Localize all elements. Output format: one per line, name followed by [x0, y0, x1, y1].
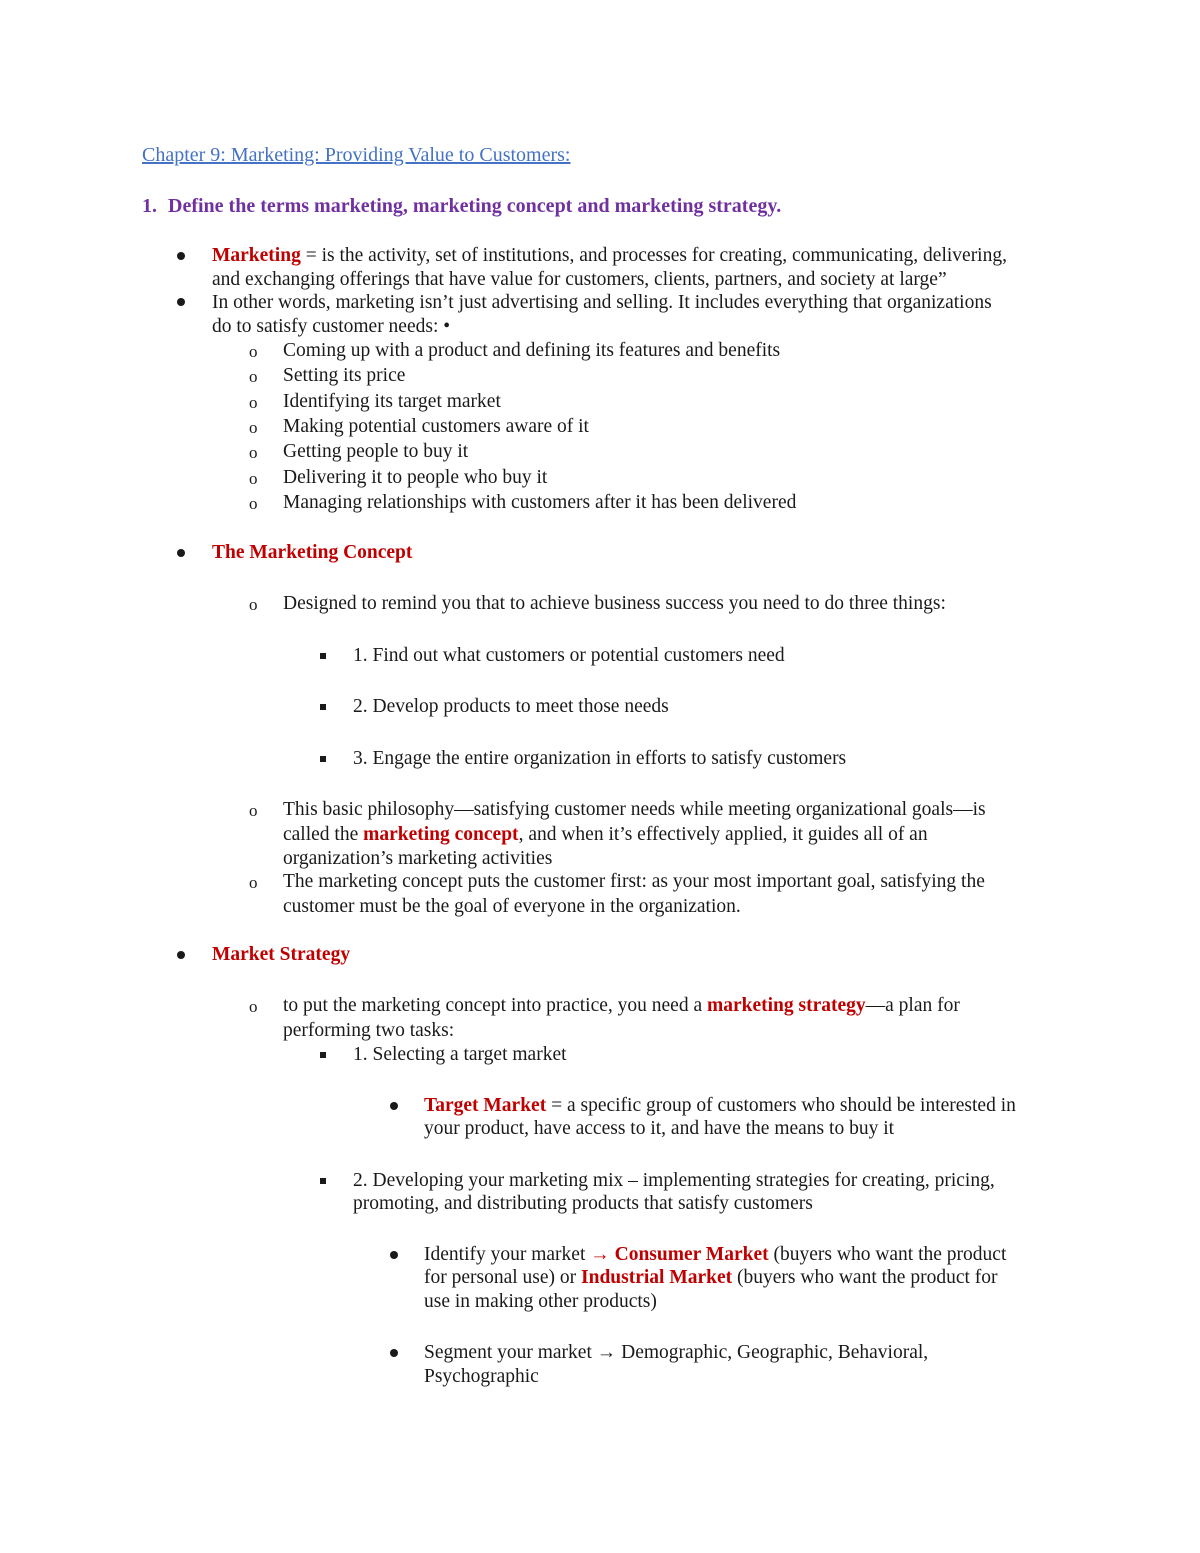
target-market-line1	[424, 1094, 1016, 1118]
bullet-circle: o	[249, 873, 258, 892]
strategy-intro-line2: performing two tasks:	[283, 1020, 455, 1041]
list-item: Managing relationships with customers after it has been delivered	[283, 492, 797, 513]
bullet-square	[320, 1052, 326, 1058]
identify-line2-pre: for personal use) or	[424, 1267, 582, 1288]
bullet-disc	[177, 951, 185, 959]
bullet-circle: o	[249, 418, 258, 437]
other-words-line2: do to satisfy customer needs: •	[212, 316, 451, 337]
designed-text: Designed to remind you that to achieve business success you need to do three things:	[283, 593, 946, 614]
question-number: 1.	[142, 195, 157, 217]
list-item: 2. Develop products to meet those needs	[353, 696, 669, 717]
bullet-circle: o	[249, 469, 258, 488]
arrow-icon: →	[596, 1342, 617, 1363]
identify-line2	[424, 1266, 998, 1290]
bullet-circle: o	[249, 595, 258, 614]
bullet-circle: o	[249, 393, 258, 412]
identify-line1	[424, 1243, 1006, 1267]
target-market-text: = a specific group of customers who should be interested in	[546, 1095, 1016, 1116]
term-marketing-strategy: marketing strategy	[706, 995, 866, 1016]
marketing-definition-text: = is the activity, set of institutions, and processes for creating, communicating, delivering,	[300, 245, 1007, 266]
customer-first-line1: The marketing concept puts the customer first: as your most important goal, satisfying the	[283, 871, 985, 892]
marketing-definition-line2: and exchanging offerings that have value for customers, clients, partners, and society at large”	[212, 269, 947, 290]
philosophy-post: , and when it’s effectively applied, it guides all of an	[518, 824, 928, 845]
bullet-disc	[390, 1102, 398, 1110]
philosophy-line3: organization’s marketing activities	[283, 848, 553, 869]
segment-post: Demographic, Geographic, Behavioral,	[616, 1342, 929, 1363]
list-item: 3. Engage the entire organization in efforts to satisfy customers	[353, 748, 847, 769]
customer-first-line2: customer must be the goal of everyone in the organization.	[283, 896, 741, 917]
list-item: Getting people to buy it	[283, 441, 469, 462]
segment-pre: Segment your market	[424, 1342, 597, 1363]
bullet-disc	[390, 1251, 398, 1259]
philosophy-line2	[283, 823, 928, 847]
bullet-disc	[177, 298, 185, 306]
task-2-line2: promoting, and distributing products that satisfy customers	[353, 1193, 813, 1214]
list-item: 1. Find out what customers or potential customers need	[353, 645, 785, 666]
term-consumer-market: Consumer Market	[614, 1244, 769, 1265]
other-words-line1: In other words, marketing isn’t just advertising and selling. It includes everything that organizations	[212, 292, 992, 313]
identify-mid: (buyers who want the product	[768, 1244, 1007, 1265]
list-item: Coming up with a product and defining its features and benefits	[283, 340, 781, 361]
question-text: Define the terms marketing, marketing concept and marketing strategy.	[168, 195, 782, 217]
task-2-line1: 2. Developing your marketing mix – implementing strategies for creating, pricing,	[353, 1170, 995, 1191]
list-item: Setting its price	[283, 365, 406, 386]
strategy-intro-line1	[283, 994, 960, 1018]
segment-line2: Psychographic	[424, 1366, 539, 1387]
list-item: Identifying its target market	[283, 391, 501, 412]
heading-marketing-concept: The Marketing Concept	[212, 542, 413, 563]
marketing-definition-line1	[212, 244, 1007, 268]
bullet-circle: o	[249, 443, 258, 462]
strategy-intro-pre: to put the marketing concept into practice, you need a	[283, 995, 707, 1016]
bullet-square	[320, 653, 326, 659]
bullet-disc	[390, 1349, 398, 1357]
identify-line3: use in making other products)	[424, 1291, 657, 1312]
bullet-circle: o	[249, 494, 258, 513]
bullet-circle: o	[249, 342, 258, 361]
philosophy-pre: called the	[283, 824, 364, 845]
term-marketing: Marketing	[212, 245, 301, 266]
segment-line1	[424, 1341, 928, 1365]
identify-pre: Identify your market	[424, 1244, 591, 1265]
bullet-circle: o	[249, 367, 258, 386]
target-market-line2: your product, have access to it, and have the means to buy it	[424, 1118, 895, 1139]
bullet-disc	[177, 252, 185, 260]
term-target-market: Target Market	[424, 1095, 547, 1116]
chapter-title: Chapter 9: Marketing: Providing Value to Customers:	[142, 144, 571, 166]
bullet-circle: o	[249, 801, 258, 820]
list-item: Making potential customers aware of it	[283, 416, 589, 437]
term-marketing-concept: marketing concept	[363, 824, 519, 845]
bullet-square	[320, 756, 326, 762]
bullet-circle: o	[249, 997, 258, 1016]
bullet-disc	[177, 549, 185, 557]
heading-market-strategy: Market Strategy	[212, 944, 351, 965]
arrow-icon: →	[590, 1244, 610, 1265]
term-industrial-market: Industrial Market	[581, 1267, 733, 1288]
bullet-square	[320, 1178, 326, 1184]
bullet-square	[320, 704, 326, 710]
identify-line2-post: (buyers who want the product for	[732, 1267, 998, 1288]
philosophy-line1: This basic philosophy—satisfying customer needs while meeting organizational goals—is	[283, 799, 986, 820]
strategy-intro-post: —a plan for	[865, 995, 960, 1016]
task-1: 1. Selecting a target market	[353, 1044, 567, 1065]
list-item: Delivering it to people who buy it	[283, 467, 548, 488]
